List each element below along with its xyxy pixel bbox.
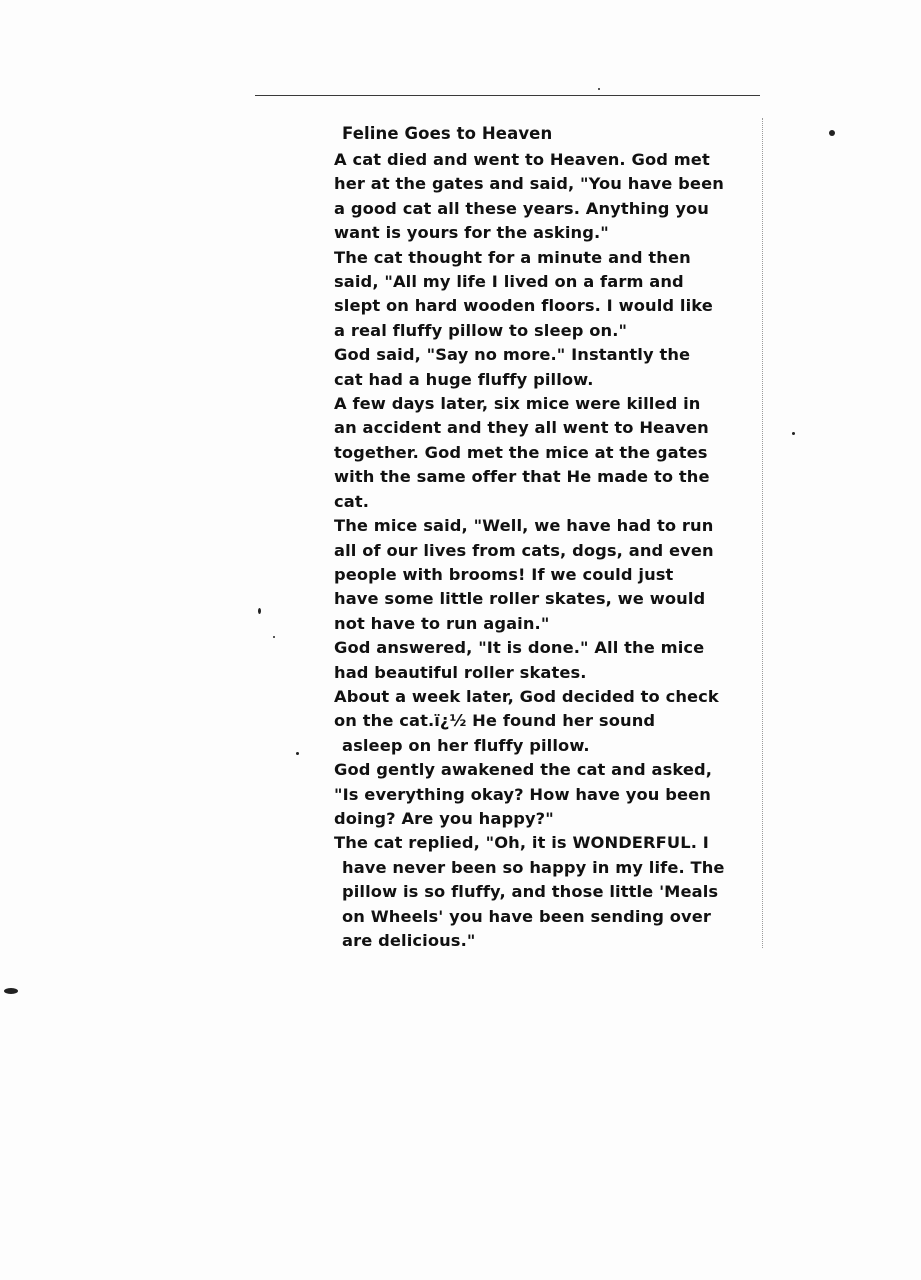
story-line: her at the gates and said, "You have been [334, 174, 724, 194]
story-line: God said, "Say no more." Instantly the [334, 345, 691, 365]
story-line: had beautiful roller skates. [334, 662, 587, 682]
story-line: not have to run again." [334, 613, 550, 633]
story-line: on Wheels' you have been sending over [342, 906, 712, 926]
story-line: said, "All my life I lived on a farm and [334, 272, 684, 292]
right-edge-rule [762, 118, 763, 948]
story-line: have never been so happy in my life. The [342, 857, 725, 877]
story-line: The mice said, "Well, we have had to run [334, 516, 714, 536]
story-line: with the same offer that He made to the [334, 467, 710, 487]
story-line: on the cat.ï¿½ He found her sound [334, 711, 656, 731]
story-line: cat had a huge fluffy pillow. [334, 369, 594, 389]
story-clipping [334, 120, 734, 953]
story-line: a good cat all these years. Anything you [334, 198, 710, 218]
story-line: A cat died and went to Heaven. God met [334, 150, 710, 169]
story-line: God gently awakened the cat and asked, [334, 760, 713, 780]
story-line: together. God met the mice at the gates [334, 442, 708, 462]
story-line: About a week later, God decided to check [334, 686, 719, 706]
story-title: Feline Goes to Heaven [342, 124, 553, 143]
scan-speck [258, 608, 261, 614]
story-line: a real fluffy pillow to sleep on." [334, 320, 628, 340]
scan-speck [4, 988, 18, 994]
scan-speck [598, 88, 600, 90]
scan-speck [829, 130, 835, 136]
story-line: A few days later, six mice were killed in [334, 394, 701, 414]
story-line: cat. [334, 491, 370, 511]
story-line: want is yours for the asking." [334, 223, 609, 243]
scan-speck [273, 636, 275, 638]
story-line: all of our lives from cats, dogs, and even [334, 540, 714, 560]
scan-speck [792, 432, 795, 435]
story-line: asleep on her fluffy pillow. [342, 735, 590, 755]
story-line: The cat thought for a minute and then [334, 247, 691, 267]
story-line: doing? Are you happy?" [334, 808, 554, 828]
story-line: "Is everything okay? How have you been [334, 784, 711, 804]
scan-speck [296, 752, 299, 755]
story-line: slept on hard wooden floors. I would like [334, 296, 713, 316]
story-line: people with brooms! If we could just [334, 564, 674, 584]
story-line: have some little roller skates, we would [334, 589, 706, 609]
story-line: God answered, "It is done." All the mice [334, 638, 705, 658]
story-line: an accident and they all went to Heaven [334, 418, 709, 438]
top-rule [255, 95, 760, 96]
story-line: The cat replied, "Oh, it is WONDERFUL. I [334, 833, 709, 853]
story-line: pillow is so fluffy, and those little 'Meals [342, 882, 719, 902]
story-line: are delicious." [342, 931, 476, 950]
